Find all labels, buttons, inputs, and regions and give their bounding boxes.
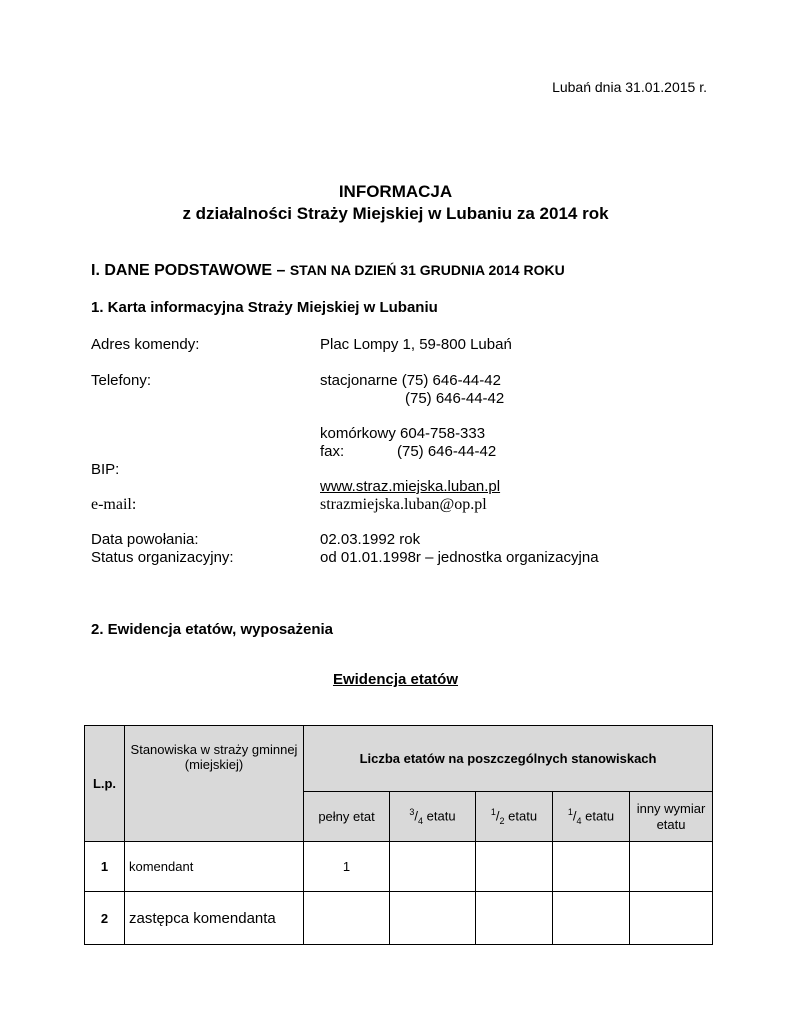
- row-other: [630, 842, 713, 892]
- header-lp: L.p.: [85, 726, 125, 842]
- row-lp: 1: [85, 842, 125, 892]
- etatu-label: etatu: [585, 808, 615, 824]
- phone-landline-1: stacjonarne (75) 646-44-42: [320, 372, 501, 389]
- frac-den: 4: [418, 815, 424, 826]
- document-date: Lubań dnia 31.01.2015 r.: [552, 79, 707, 95]
- row-q12: [476, 892, 553, 945]
- section-1-heading: [91, 262, 565, 280]
- founded-value: 02.03.1992 rok: [320, 531, 421, 548]
- header-quarter: $^1/_4$ etatu: [553, 792, 630, 842]
- row-lp: 2: [85, 892, 125, 945]
- address-value: Plac Lompy 1, 59-800 Lubań: [320, 336, 512, 353]
- row-full: 1: [304, 842, 390, 892]
- row-q14: [553, 892, 630, 945]
- bip-label: BIP:: [91, 461, 120, 478]
- header-three-quarter: $^3/_4$ etatu: [390, 792, 476, 842]
- founded-label: Data powołania:: [91, 531, 199, 548]
- row-position: zastępca komendanta: [125, 892, 304, 945]
- phone-landline-2: (75) 646-44-42: [405, 390, 505, 407]
- section-2-heading: 2. Ewidencja etatów, wyposażenia: [91, 621, 334, 638]
- header-half: $^1/_2$ etatu: [476, 792, 553, 842]
- row-q14: [553, 842, 630, 892]
- row-q12: [476, 842, 553, 892]
- document-title: INFORMACJA: [338, 182, 453, 201]
- phone-mobile: komórkowy 604-758-333: [320, 425, 486, 442]
- section-1-heading-sub: STAN NA DZIEŃ 31 GRUDNIA 2014 ROKU: [289, 262, 565, 278]
- table-row: [85, 842, 713, 892]
- address-label: Adres komendy:: [91, 336, 200, 353]
- email-value[interactable]: strazmiejska.luban@op.pl: [320, 496, 487, 513]
- status-label: Status organizacyjny:: [91, 549, 234, 566]
- frac-num: 1: [567, 807, 573, 818]
- phones-label: Telefony:: [91, 372, 152, 389]
- frac-den: 4: [576, 815, 582, 826]
- fax-value: (75) 646-44-42: [397, 443, 497, 460]
- document-subtitle: z działalności Straży Miejskiej w Lubaniu za 2014 rok: [182, 204, 609, 223]
- table-row: [85, 892, 713, 945]
- frac-den: 2: [499, 815, 505, 826]
- frac-num: 1: [490, 807, 496, 818]
- row-other: [630, 892, 713, 945]
- header-other: inny wymiar etatu: [630, 792, 713, 842]
- header-position: Stanowiska w straży gminnej (miejskiej): [125, 726, 304, 842]
- fax-label: fax:: [320, 443, 345, 460]
- email-label: e-mail:: [91, 496, 137, 513]
- row-position: komendant: [125, 842, 304, 892]
- table-title: Ewidencja etatów: [332, 671, 459, 688]
- row-q34: [390, 842, 476, 892]
- row-q34: [390, 892, 476, 945]
- status-value: od 01.01.1998r – jednostka organizacyjna: [320, 549, 599, 566]
- etatu-label: etatu: [508, 808, 538, 824]
- etatu-label: etatu: [426, 808, 456, 824]
- header-group: Liczba etatów na poszczególnych stanowiskach: [304, 726, 713, 792]
- header-full-time: pełny etat: [304, 792, 390, 842]
- frac-num: 3: [409, 807, 415, 818]
- staff-table: [84, 725, 713, 945]
- row-full: [304, 892, 390, 945]
- bip-link[interactable]: www.straz.miejska.luban.pl: [320, 478, 501, 495]
- info-card-heading: 1. Karta informacyjna Straży Miejskiej w Lubaniu: [91, 299, 438, 316]
- section-1-heading-main: I. DANE PODSTAWOWE –: [91, 262, 286, 279]
